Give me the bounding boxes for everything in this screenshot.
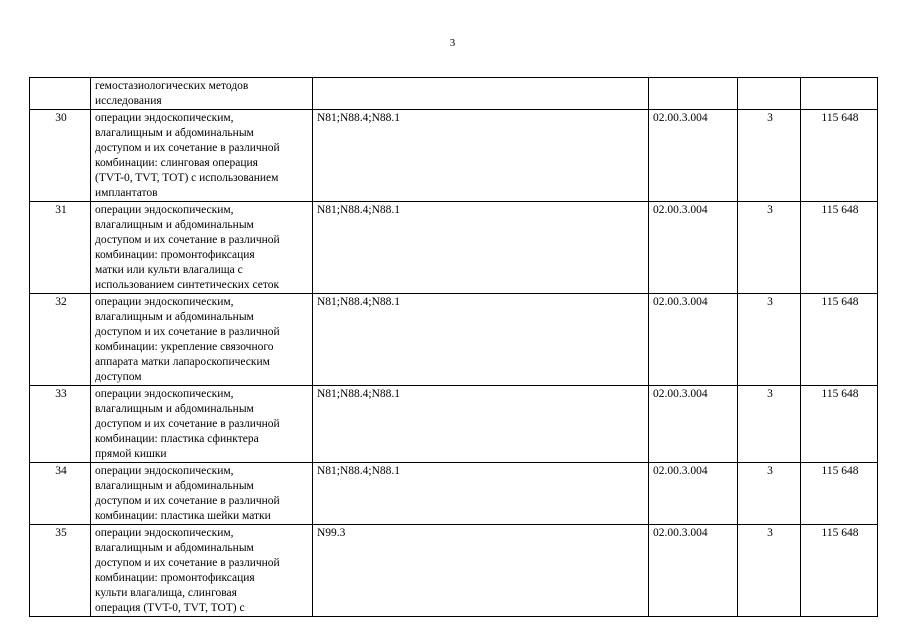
method-cell: 02.00.3.004 — [649, 386, 738, 463]
codes-cell — [313, 78, 649, 110]
table-row-continuation — [30, 78, 878, 110]
method-cell: 02.00.3.004 — [649, 525, 738, 617]
description-line: доступом и их сочетание в различной — [95, 326, 280, 338]
method-cell: 02.00.3.004 — [649, 294, 738, 386]
table-row — [30, 294, 878, 386]
description-cell — [91, 525, 313, 617]
description-cell — [91, 386, 313, 463]
price-cell: 115 648 — [801, 202, 878, 294]
services-table — [29, 77, 878, 617]
description-cell — [91, 78, 313, 110]
row-number-cell: 30 — [30, 110, 91, 202]
group-cell: 3 — [738, 110, 801, 202]
description-line: использованием синтетических сеток — [95, 279, 280, 291]
description-line: операции эндоскопическим, — [95, 112, 234, 124]
group-cell — [738, 78, 801, 110]
description-line: исследования — [95, 95, 162, 107]
description-line: влагалищным и абдоминальным — [95, 311, 254, 323]
method-cell: 02.00.3.004 — [649, 110, 738, 202]
price-cell: 115 648 — [801, 294, 878, 386]
description-line: имплантатов — [95, 187, 158, 199]
description-line: операции эндоскопическим, — [95, 388, 234, 400]
description-line: культи влагалища, слинговая — [95, 587, 237, 599]
description-line: комбинации: промонтофиксация — [95, 249, 255, 261]
description-line: комбинации: пластика шейки матки — [95, 510, 271, 522]
description-cell — [91, 202, 313, 294]
description-line: аппарата матки лапароскопическим — [95, 356, 270, 368]
table-row — [30, 463, 878, 525]
codes-cell: N81;N88.4;N88.1 — [313, 463, 649, 525]
codes-cell: N81;N88.4;N88.1 — [313, 110, 649, 202]
description-line: матки или культи влагалища с — [95, 264, 243, 276]
description-line: операции эндоскопическим, — [95, 527, 234, 539]
codes-cell: N99.3 — [313, 525, 649, 617]
description-line: комбинации: пластика сфинктера — [95, 433, 259, 445]
method-cell: 02.00.3.004 — [649, 202, 738, 294]
codes-cell: N81;N88.4;N88.1 — [313, 294, 649, 386]
description-cell — [91, 463, 313, 525]
page-number: 3 — [449, 37, 456, 49]
description-line: доступом и их сочетание в различной — [95, 234, 280, 246]
description-line: операция (TVT-0, TVT, TOT) с — [95, 602, 245, 614]
codes-cell: N81;N88.4;N88.1 — [313, 386, 649, 463]
price-cell: 115 648 — [801, 110, 878, 202]
table-row — [30, 202, 878, 294]
description-line: комбинации: укрепление связочного — [95, 341, 274, 353]
group-cell: 3 — [738, 294, 801, 386]
description-line: влагалищным и абдоминальным — [95, 542, 254, 554]
description-cell — [91, 110, 313, 202]
price-cell: 115 648 — [801, 463, 878, 525]
row-number-cell: 32 — [30, 294, 91, 386]
description-line: прямой кишки — [95, 448, 167, 460]
price-cell — [801, 78, 878, 110]
table-row — [30, 386, 878, 463]
description-line: операции эндоскопическим, — [95, 465, 234, 477]
description-line: операции эндоскопическим, — [95, 296, 234, 308]
description-line: влагалищным и абдоминальным — [95, 219, 254, 231]
description-line: доступом и их сочетание в различной — [95, 418, 280, 430]
group-cell: 3 — [738, 202, 801, 294]
description-line: доступом и их сочетание в различной — [95, 557, 280, 569]
row-number-cell: 34 — [30, 463, 91, 525]
row-number-cell: 35 — [30, 525, 91, 617]
description-line: (TVT-0, TVT, TOT) с использованием — [95, 172, 279, 184]
price-cell: 115 648 — [801, 525, 878, 617]
description-line: влагалищным и абдоминальным — [95, 127, 254, 139]
group-cell: 3 — [738, 386, 801, 463]
group-cell: 3 — [738, 525, 801, 617]
table-row — [30, 525, 878, 617]
description-line: комбинации: слинговая операция — [95, 157, 258, 169]
description-line: доступом и их сочетание в различной — [95, 142, 280, 154]
row-number-cell — [30, 78, 91, 110]
description-line: доступом — [95, 371, 142, 383]
price-cell: 115 648 — [801, 386, 878, 463]
description-line: влагалищным и абдоминальным — [95, 403, 254, 415]
row-number-cell: 31 — [30, 202, 91, 294]
method-cell: 02.00.3.004 — [649, 463, 738, 525]
description-line: комбинации: промонтофиксация — [95, 572, 255, 584]
method-cell — [649, 78, 738, 110]
description-line: доступом и их сочетание в различной — [95, 495, 280, 507]
row-number-cell: 33 — [30, 386, 91, 463]
group-cell: 3 — [738, 463, 801, 525]
description-line: гемостазиологических методов — [95, 80, 249, 92]
codes-cell: N81;N88.4;N88.1 — [313, 202, 649, 294]
table-row — [30, 110, 878, 202]
description-line: влагалищным и абдоминальным — [95, 480, 254, 492]
description-line: операции эндоскопическим, — [95, 204, 234, 216]
description-cell — [91, 294, 313, 386]
